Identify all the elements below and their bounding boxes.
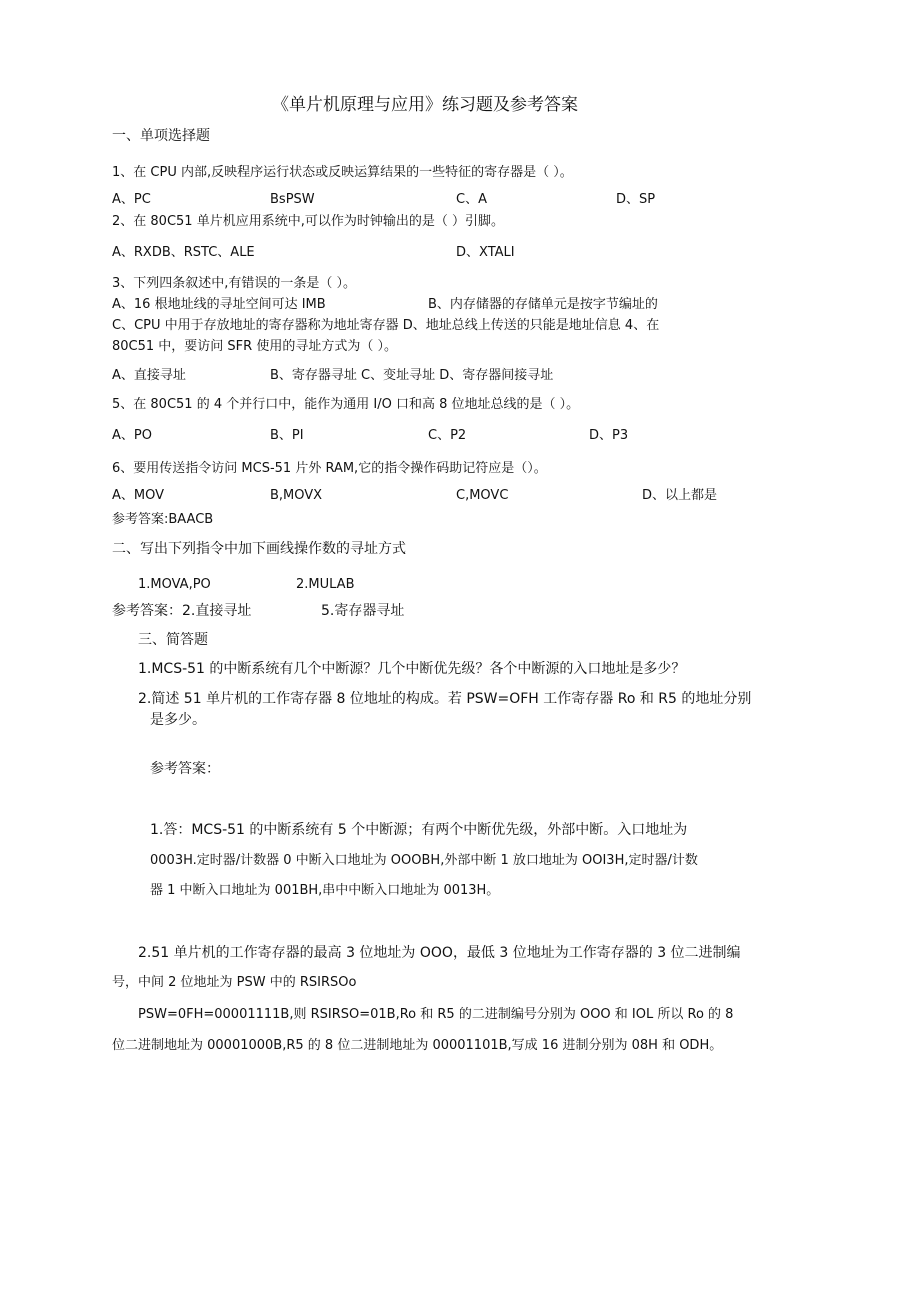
section-heading-short-answer: 三、简答题	[138, 632, 208, 648]
answer-2-line-4: 位二进制地址为 00001000B,R5 的 8 位二进制地址为 00001101B,写成 16 进制分别为 08H 和 ODH。	[112, 1038, 723, 1053]
question-2-options-abc: A、RXDB、RSTC、ALE	[112, 245, 255, 260]
answer-addressing-a: 参考答案：2.直接寻址	[112, 603, 252, 619]
answer-label: 参考答案：	[150, 761, 220, 777]
question-4-option-a: A、直接寻址	[112, 368, 186, 383]
short-answer-question-2-line-2: 是多少。	[150, 712, 206, 728]
question-5-option-a: A、PO	[112, 428, 152, 443]
question-2-stem: 2、在 80C51 单片机应用系统中,可以作为时钟输出的是（ ）引脚。	[112, 214, 504, 229]
question-5-stem: 5、在 80C51 的 4 个并行口中，能作为通用 I/O 口和高 8 位地址总线的是（ ）。	[112, 397, 580, 412]
answer-addressing-b: 5.寄存器寻址	[321, 603, 405, 619]
question-3-line-4: 80C51 中，要访问 SFR 使用的寻址方式为（ ）。	[112, 339, 397, 354]
document-title: 《单片机原理与应用》练习题及参考答案	[272, 95, 578, 115]
section-heading-single-choice: 一、单项选择题	[112, 128, 210, 144]
answer-single-choice: 参考答案:BAACB	[112, 512, 214, 527]
question-6-option-b: B,MOVX	[270, 488, 323, 503]
question-6-option-d: D、以上都是	[642, 488, 718, 503]
question-5-option-c: C、P2	[428, 428, 467, 443]
answer-2-line-1: 2.51 单片机的工作寄存器的最高 3 位地址为 OOO，最低 3 位地址为工作寄存器的 3 位二进制编	[138, 945, 741, 961]
question-1-option-c: C、A	[456, 192, 487, 207]
question-3-line-3: C、CPU 中用于存放地址的寄存器称为地址寄存器 D、地址总线上传送的只能是地址信息 4、在	[112, 318, 660, 333]
question-6-option-c: C,MOVC	[456, 488, 509, 503]
question-1-option-a: A、PC	[112, 192, 151, 207]
question-6-option-a: A、MOV	[112, 488, 165, 503]
section-heading-addressing: 二、写出下列指令中加下画线操作数的寻址方式	[112, 541, 406, 557]
question-2-option-d: D、XTALI	[456, 245, 515, 260]
question-3-stem: 3、下列四条叙述中,有错误的一条是（ ）。	[112, 276, 357, 291]
addressing-question-1: 1.MOVA,PO	[138, 577, 211, 592]
addressing-question-2: 2.MULAB	[296, 577, 355, 592]
question-5-option-d: D、P3	[589, 428, 629, 443]
answer-2-line-3: PSW=0FH=00001111B,则 RSIRSO=01B,Ro 和 R5 的二进制编号分别为 OOO 和 IOL 所以 Ro 的 8	[138, 1007, 734, 1022]
question-3-option-b: B、内存储器的存储单元是按字节编址的	[428, 297, 658, 312]
short-answer-question-1: 1.MCS-51 的中断系统有几个中断源？几个中断优先级？各个中断源的入口地址是多少？	[138, 661, 686, 677]
question-5-option-b: B、PI	[270, 428, 304, 443]
answer-2-line-2: 号，中间 2 位地址为 PSW 中的 RSIRSOo	[112, 975, 357, 990]
question-1-stem: 1、在 CPU 内部,反映程序运行状态或反映运算结果的一些特征的寄存器是（ ）。	[112, 165, 573, 180]
question-1-option-d: D、SP	[616, 192, 656, 207]
answer-1-line-2: 0003H.定时器/计数器 0 中断入口地址为 OOOBH,外部中断 1 放口地址为 OOI3H,定时器/计数	[150, 853, 698, 868]
answer-1-line-1: 1.答：MCS-51 的中断系统有 5 个中断源；有两个中断优先级，外部中断。入口地址为	[150, 822, 688, 838]
question-6-stem: 6、要用传送指令访问 MCS-51 片外 RAM,它的指令操作码助记符应是（）。	[112, 461, 547, 476]
short-answer-question-2-line-1: 2.简述 51 单片机的工作寄存器 8 位地址的构成。若 PSW=OFH 工作寄存器 Ro 和 R5 的地址分别	[138, 691, 752, 707]
answer-1-line-3: 器 1 中断入口地址为 001BH,串中中断入口地址为 0013H。	[150, 883, 500, 898]
question-3-option-a: A、16 根地址线的寻址空间可达 IMB	[112, 297, 326, 312]
question-1-option-b: BsPSW	[270, 192, 315, 207]
question-4-options-bcd: B、寄存器寻址 C、变址寻址 D、寄存器间接寻址	[270, 368, 554, 383]
